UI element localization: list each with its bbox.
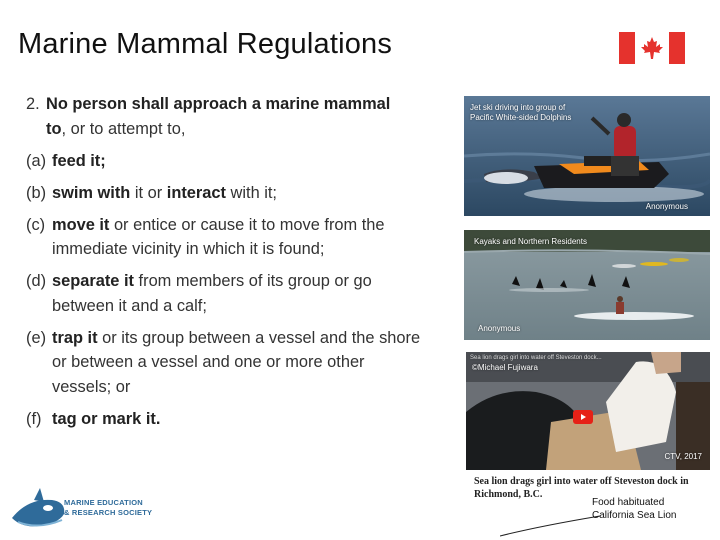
jetski-credit: Anonymous — [645, 202, 688, 211]
lead-rest: , or to attempt to, — [61, 119, 186, 138]
kayaks-photo — [464, 230, 710, 340]
canadian-flag-icon — [619, 32, 685, 64]
item-letter: (b) — [26, 183, 47, 202]
regulation-item — [26, 407, 446, 432]
logo-line1: MARINE EDUCATION — [64, 498, 143, 507]
lead-bold: No person shall approach a marine mammal — [46, 95, 391, 113]
item-text-bold: tag or mark it. — [52, 409, 161, 428]
news-headline: Sea lion drags girl into water off Steveston dock in Richmond, B.C. — [474, 476, 689, 500]
logo-line2: & RESEARCH SOCIETY — [64, 508, 153, 517]
item-text — [52, 181, 422, 206]
kayaks-credit: Anonymous — [478, 324, 521, 333]
item-letter: (e) — [26, 328, 47, 347]
sealion-credit-top: ©Michael Fujiwara — [472, 363, 538, 372]
item-text — [52, 269, 422, 318]
regulation-text — [26, 92, 446, 431]
regulation-item — [26, 149, 446, 174]
jetski-caption: Jet ski driving into group of Pacific White-sided Dolphins — [470, 103, 572, 122]
item-text-plain: or entice or cause it to move from the immediate vicinity in which it is found; — [52, 215, 385, 258]
kayaks-caption: Kayaks and Northern Residents — [474, 237, 587, 246]
regulation-item — [26, 213, 446, 262]
item-text — [52, 213, 422, 262]
lead-bold-2: to — [46, 119, 62, 138]
regulation-items — [26, 149, 446, 432]
play-button-icon[interactable] — [573, 410, 593, 424]
regulation-lead — [26, 92, 446, 117]
logo-text — [64, 498, 152, 518]
regulation-item — [26, 269, 446, 318]
item-letter: (c) — [26, 215, 46, 234]
item-text — [52, 149, 422, 174]
item-text-bold: feed it; — [52, 151, 106, 170]
item-text-plain: from members of its group or go between it and a calf; — [52, 272, 372, 315]
item-text-bold: swim with — [52, 183, 131, 202]
item-letter: (f) — [26, 409, 42, 428]
regulation-lead-cont — [26, 117, 446, 142]
food-note-line2: California Sea Lion — [592, 510, 677, 521]
food-note-line1: Food habituated — [592, 497, 665, 508]
item-letter: (a) — [26, 151, 47, 170]
item-text-bold: interact — [166, 183, 226, 202]
regulation-number: 2. — [26, 95, 40, 113]
regulation-item — [26, 181, 446, 206]
regulation-item — [26, 326, 446, 400]
sealion-top-text: Sea lion drags girl into water off Steveston dock... — [470, 355, 602, 361]
item-text-plain: with it; — [225, 183, 277, 202]
item-text — [52, 326, 422, 400]
item-text — [52, 407, 422, 432]
sealion-credit-bottom: CTV, 2017 — [664, 452, 702, 461]
item-text-bold: trap it — [52, 328, 98, 347]
item-text-bold: separate it — [52, 272, 134, 290]
sealion-video[interactable] — [466, 352, 710, 470]
jetski-photo — [464, 96, 710, 216]
item-text-plain: or its group between a vessel and the shore or between a vessel and one or more other vessels; or — [52, 328, 421, 396]
item-text-bold: move it — [52, 215, 110, 234]
food-habituated-note — [592, 496, 677, 522]
item-letter: (d) — [26, 272, 47, 290]
item-text-plain: it or — [130, 183, 167, 202]
slide-title: Marine Mammal Regulations — [18, 28, 393, 60]
